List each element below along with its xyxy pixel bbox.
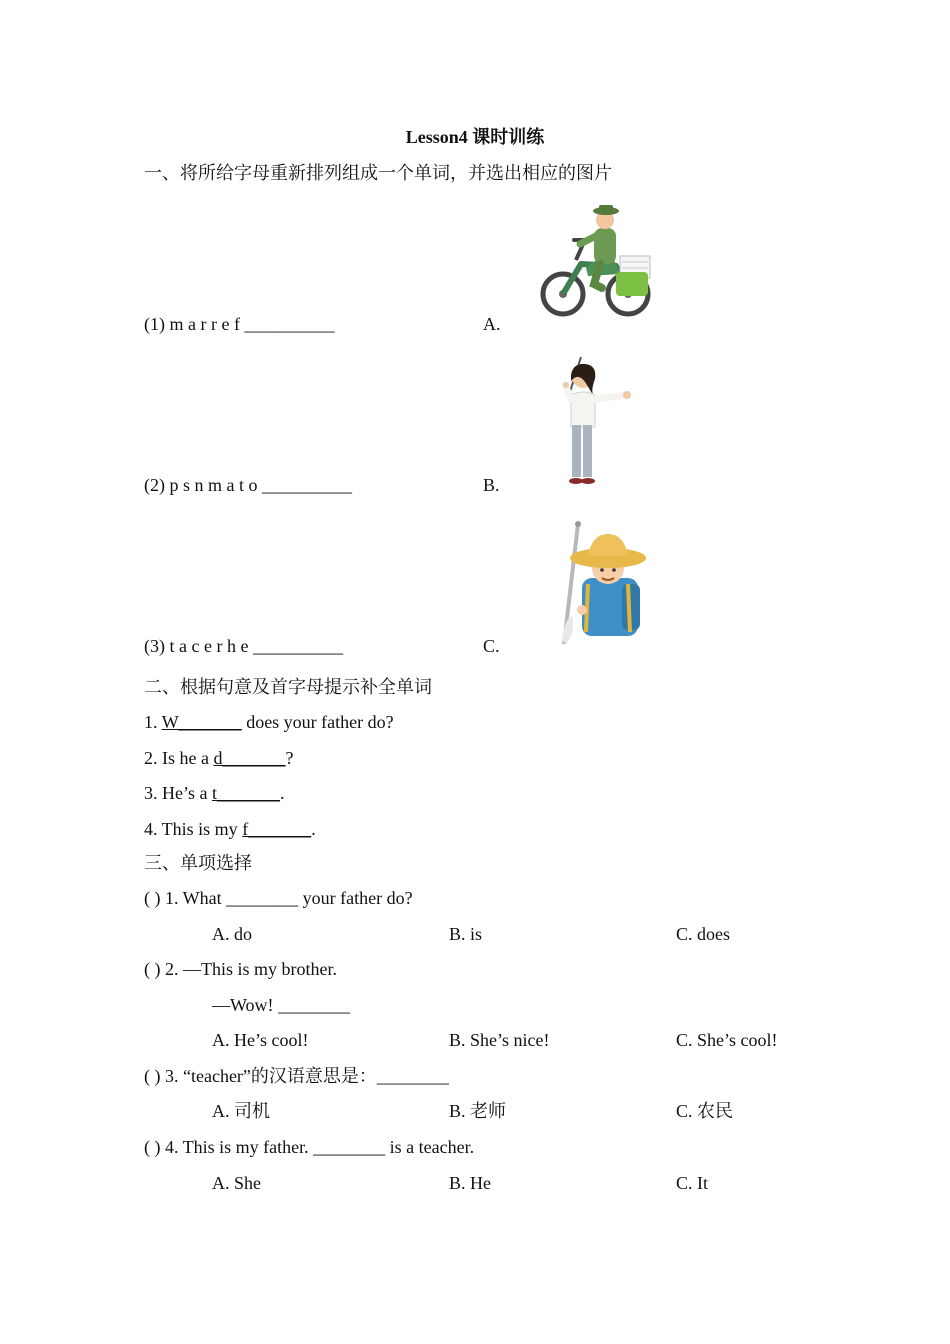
q2-line2: —Wow! ________ <box>212 995 351 1015</box>
q2-option-c[interactable]: C. She’s cool! <box>676 1030 778 1050</box>
blank-d[interactable]: d_______ <box>213 748 286 768</box>
q3-option-a[interactable]: A. 司机 <box>212 1101 270 1121</box>
postman-motorbike-image <box>536 200 660 324</box>
s2-item-2: 2. Is he a d_______? <box>144 748 294 768</box>
q2-option-b[interactable]: B. She’s nice! <box>449 1030 550 1050</box>
q4-option-a[interactable]: A. She <box>212 1173 261 1193</box>
q3-option-c[interactable]: C. 农民 <box>676 1101 734 1121</box>
q4-option-b[interactable]: B. He <box>449 1173 491 1193</box>
blank-w[interactable]: W_______ <box>161 712 242 732</box>
q1-stem: ( ) 1. What ________ your father do? <box>144 888 413 908</box>
s1-option-b: B. <box>483 475 500 495</box>
farmer-image <box>552 520 652 648</box>
page-title: Lesson4 课时训练 <box>405 127 545 147</box>
section1-heading: 一、将所给字母重新排列组成一个单词，并选出相应的图片 <box>144 163 612 183</box>
q1-option-b[interactable]: B. is <box>449 924 483 944</box>
q1-option-a[interactable]: A. do <box>212 924 252 944</box>
blank-f[interactable]: f_______ <box>242 819 312 839</box>
s1-item-2: (2) p s n m a t o __________ <box>144 475 352 495</box>
s2-item-3: 3. He’s a t_______. <box>144 783 285 803</box>
q2-stem: ( ) 2. —This is my brother. <box>144 959 337 979</box>
s1-item-3: (3) t a c e r h e __________ <box>144 636 343 656</box>
section3-heading: 三、单项选择 <box>144 853 252 873</box>
q3-option-b[interactable]: B. 老师 <box>449 1101 507 1121</box>
s1-option-c: C. <box>483 636 500 656</box>
q2-option-a[interactable]: A. He’s cool! <box>212 1030 309 1050</box>
q4-option-c[interactable]: C. It <box>676 1173 709 1193</box>
s2-item-1: 1. W_______ does your father do? <box>144 712 394 732</box>
blank-t[interactable]: t_______ <box>211 783 280 803</box>
q3-stem: ( ) 3. “teacher”的汉语意思是：________ <box>144 1066 449 1086</box>
teacher-image <box>555 355 635 487</box>
s1-item-1: (1) m a r r e f __________ <box>144 314 335 334</box>
s2-item-4: 4. This is my f_______. <box>144 819 316 839</box>
s1-option-a: A. <box>483 314 501 334</box>
q1-option-c[interactable]: C. does <box>676 924 730 944</box>
q4-stem: ( ) 4. This is my father. ________ is a teacher. <box>144 1137 475 1157</box>
section2-heading: 二、根据句意及首字母提示补全单词 <box>144 677 432 697</box>
